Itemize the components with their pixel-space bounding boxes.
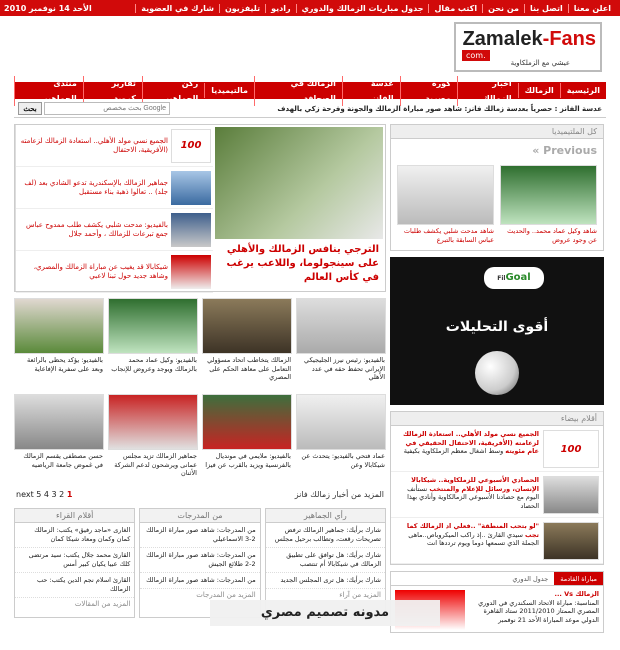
news-thumbnail [108, 394, 198, 450]
writer-item[interactable]: 100 الجميع نسي مولد الأهلي.. استعادة الزمالك لزعامته (الأفريقية، الاحتفال الحقيقي في عام مئويته وسط اشغال معظم الزملكاوية بكيفية [391, 426, 603, 472]
top-bar [0, 0, 620, 16]
tab-league-table[interactable]: جدول الدوري [512, 575, 549, 583]
site-logo[interactable] [454, 22, 602, 72]
news-thumbnail [108, 298, 198, 354]
top-link[interactable]: جدول مباريات الزمالك والدوري [296, 4, 429, 13]
column-item[interactable]: شارك برأيك: هل ترى المجلس الجديد [266, 573, 385, 589]
writers-box [390, 411, 604, 565]
news-card[interactable]: جماهير الزمالك تزيد مجلس عمانى ويرشحون لدعم الشركة الأثنان [108, 394, 198, 486]
video-thumbnail [500, 165, 597, 225]
top-link[interactable]: اتصل بنا [524, 4, 568, 13]
previous-button[interactable]: « Previous [532, 143, 597, 157]
featured-main[interactable] [213, 125, 385, 291]
nav-item[interactable]: الزمالك في الصحافة [254, 76, 342, 106]
next-match: الزمالك Vs ... المناسبة: مباراة الاتحاد السكندري في الدوري المصري الممتاز 2011/2010 ستاد القاهرة الدولي موعد المباراة الأحد 21 نوفمبر [391, 586, 603, 632]
top-link[interactable]: من نحن [482, 4, 524, 13]
news-card[interactable]: بالفيديو: وكيل عماد محمد بالزمالك ويوجد وعروض للإنجاب [108, 298, 198, 390]
pagination [14, 486, 386, 502]
site-header [0, 16, 620, 80]
sidebar [390, 124, 604, 633]
logo-wordmark: Zamalek-Fans [462, 28, 596, 50]
match-tabs [391, 572, 603, 586]
avatar [543, 476, 599, 514]
news-thumbnail [296, 394, 386, 450]
multimedia-title[interactable]: كل الملتيميديا [391, 125, 603, 139]
news-thumbnail [171, 171, 211, 205]
news-thumbnail [14, 298, 104, 354]
column-item[interactable]: الغارى «ماجد رفيق» يكتب: الزمالك كمان وكمان ومعاد شيكا كمان [15, 523, 134, 548]
ad-headline: أقوى التحليلات [445, 319, 549, 335]
writer-item[interactable]: الحصادي الأسبوعي للزملكاوية.. شيكابالا الإنسان، ورسائل للإعلام والمنتخب نستأنف اليوم مع حصادنا الأسبوعي الزمالكاوية وأنادي بهذا الحصاد [391, 472, 603, 518]
news-thumbnail [296, 298, 386, 354]
featured-item[interactable]: جماهير الزمالك بالإسكندرية تدعو الشادي بعد (لف جلد) .. تعالوا ذهبة بناء مستقبل [16, 167, 213, 209]
search-button[interactable]: بحث [18, 102, 42, 115]
top-links [135, 4, 616, 13]
sub-bar [14, 100, 606, 118]
column-stands: من المدرجات من المدرجات: شاهد صور مباراة الزمالك 2-3 الاسماعيلي من المدرجات: شاهد صور مباراة الزمالك 2-2 طلائع الجيش من المدرجات: شاهد صور مباراة الزمالك المزيد من المدرجات [139, 508, 260, 618]
main-nav [14, 78, 606, 103]
column-item[interactable]: شارك برأيك: جماهير الزمالك ترفض تصريحات رقعت، وتطالب برحيل مجلس [266, 523, 385, 548]
news-thumbnail [202, 298, 292, 354]
football-icon [475, 351, 519, 395]
logo-domain: .com [462, 50, 490, 61]
news-thumbnail [171, 213, 211, 247]
centenary-logo-thumb: 100 [171, 129, 211, 163]
centenary-logo-thumb: 100 [543, 430, 599, 468]
current-date: الأحد 14 نوفمبر 2010 [4, 3, 92, 13]
nav-item[interactable]: منتدى الجماهير [14, 76, 83, 106]
nav-item[interactable]: عدسة الفانز [342, 76, 400, 106]
watermark-banner: مدونه تصميم مصري [210, 600, 440, 626]
top-link[interactable]: اكتب مقال [428, 4, 482, 13]
main-column [14, 124, 386, 618]
nav-item[interactable]: ركن الجماهير [142, 76, 204, 106]
featured-item[interactable]: بالفيديو: مدحت شلبي يكشف طلب ممدوح عباس جمع تبرعات للزمالك ، وأحمد جلال [16, 209, 213, 251]
column-item[interactable]: من المدرجات: شاهد صور مباراة الزمالك [140, 573, 259, 589]
top-link[interactable]: تليفزيون [219, 4, 265, 13]
search-input[interactable] [44, 102, 170, 115]
nav-item[interactable]: مالتيميديا [204, 83, 254, 98]
featured-item[interactable]: شيكابالا قد يغيب عن مباراة الزمالك والمصري، وشاهد جديد حول تبنا لاعبي [16, 251, 213, 293]
nav-item[interactable]: كورة مصرية [400, 76, 457, 106]
column-item[interactable]: القارئ اسلام نجم الدين يكتب: حب الزمالك [15, 573, 134, 598]
top-link[interactable]: اعلن معنا [568, 4, 616, 13]
featured-item[interactable]: 100 الجميع نسي مولد الأهلي.. استعادة الزمالك لزعامته (الأفريقية، الاحتفال [16, 125, 213, 167]
page-links[interactable]: next 5 4 3 2 1 [16, 489, 73, 499]
column-item[interactable]: شارك برأيك: هل توافق على تطبيق الزمالك في شيكابالا أم تنتصب [266, 548, 385, 573]
column-fans-opinion: رأي الجماهير شارك برأيك: جماهير الزمالك ترفض تصريحات رقعت، وتطالب برحيل مجلس شارك برأيك: هل توافق على تطبيق الزمالك في شيكابالا أم تنتصب شارك برأيك: هل ترى المجلس الجديد المزيد من آراء [265, 508, 386, 618]
news-card[interactable]: بالفيديو: رئيس نيرز الجليجيكي الإيراني تحفظ حقه في عدد الأهلي [296, 298, 386, 390]
writer-item[interactable]: "لو بتحب المنطقة" ..فعلي اد الزمالك كما تجب سيدي القارئ ..إذ راكب الميكروباص..ماهى الجملة الذي تسمعها دوما ويوم ترددها انت [391, 518, 603, 564]
column-readers: أقلام القراء الغارى «ماجد رفيق» يكتب: الزمالك كمان وكمان ومعاد شيكا كمان القارئ محمد جلال يكتب: سيد مرتضى كلك عبيا يكيان كبير أمس القارئ اسلام نجم الدين يكتب: حب الزمالك المزيد من المقالات [14, 508, 135, 618]
writers-title: أقلام بيضاء [391, 412, 603, 426]
multimedia-item[interactable]: شاهد مدحت شلبي يكشف طلبات عباس السابقة بالتبرع [397, 165, 494, 246]
featured-list [15, 125, 213, 291]
multimedia-box [390, 124, 604, 251]
featured-block [14, 124, 386, 292]
featured-caption[interactable]: الترجي ينافس الزمالك والأهلي على سينجولوما، واللاعب يرغب في كأس العالم [226, 244, 379, 283]
top-link[interactable]: راديو [265, 4, 295, 13]
nav-item[interactable]: أخبار الزمالك [457, 76, 518, 106]
nav-item[interactable]: الزمالك [518, 83, 560, 98]
column-item[interactable]: من المدرجات: شاهد صور مباراة الزمالك 2-2 طلائع الجيش [140, 548, 259, 573]
column-more-link[interactable]: المزيد من المدرجات [196, 591, 256, 599]
tab-next-match[interactable]: مباراة القادمة [554, 572, 603, 585]
multimedia-nav [391, 139, 603, 161]
column-more-link[interactable]: المزيد من آراء [339, 591, 381, 599]
news-grid [14, 292, 386, 486]
news-thumbnail [171, 255, 211, 289]
featured-image[interactable] [215, 127, 383, 239]
news-ticker[interactable]: عدسة الفانز : حصرياً بعدسة زمالك فانز: شاهد صور مباراة الزمالك والجونة وفرحة زكي بالهدف [277, 104, 602, 113]
filgoal-ad[interactable] [390, 257, 604, 405]
chevron-left-icon: « [532, 143, 544, 157]
news-card[interactable]: بالفيديو: يؤكد يحظى بالرائعة وبعد على سفرية الإفاعاية [14, 298, 104, 390]
news-card[interactable]: الزمالك يتخاطب اتحاد مسؤولي التعامل على معاهد الحكم على المصري [202, 298, 292, 390]
nav-item[interactable]: تقارير كروية [83, 76, 142, 106]
nav-item[interactable]: الرئيسية [560, 83, 606, 98]
avatar [543, 522, 599, 560]
column-more-link[interactable]: المزيد من المقالات [74, 600, 131, 608]
news-card[interactable]: حسن مصطفى يقسم الزمالك في غموض جامعة الرياضيه [14, 394, 104, 486]
news-thumbnail [202, 394, 292, 450]
column-item[interactable]: من المدرجات: شاهد صور مباراة الزمالك 2-3 الاسماعيلي [140, 523, 259, 548]
top-link[interactable]: شارك في العضوية [135, 4, 219, 13]
more-news-link[interactable]: المزيد من أخبار زمالك فانز [294, 489, 384, 499]
video-thumbnail [397, 165, 494, 225]
logo-tagline: عيشي مع الزملكاوية [510, 59, 570, 67]
multimedia-item[interactable]: شاهد وكيل عماد محمد.. والحديث عن وجود عروض [500, 165, 597, 246]
filgoal-logo: FilGoal [484, 267, 544, 289]
column-item[interactable]: القارئ محمد جلال يكتب: سيد مرتضى كلك عبيا يكيان كبير أمس [15, 548, 134, 573]
news-thumbnail [14, 394, 104, 450]
news-card[interactable]: بالفيديو: ملايمي في مونديال بالفرنسية ويزيد بالقرب عن فيزا [202, 394, 292, 486]
news-card[interactable]: عماد فتحي بالفيديو: يتحدث عن شيكابالا وعن [296, 394, 386, 486]
multimedia-thumbs [391, 161, 603, 250]
search-box [14, 102, 170, 115]
